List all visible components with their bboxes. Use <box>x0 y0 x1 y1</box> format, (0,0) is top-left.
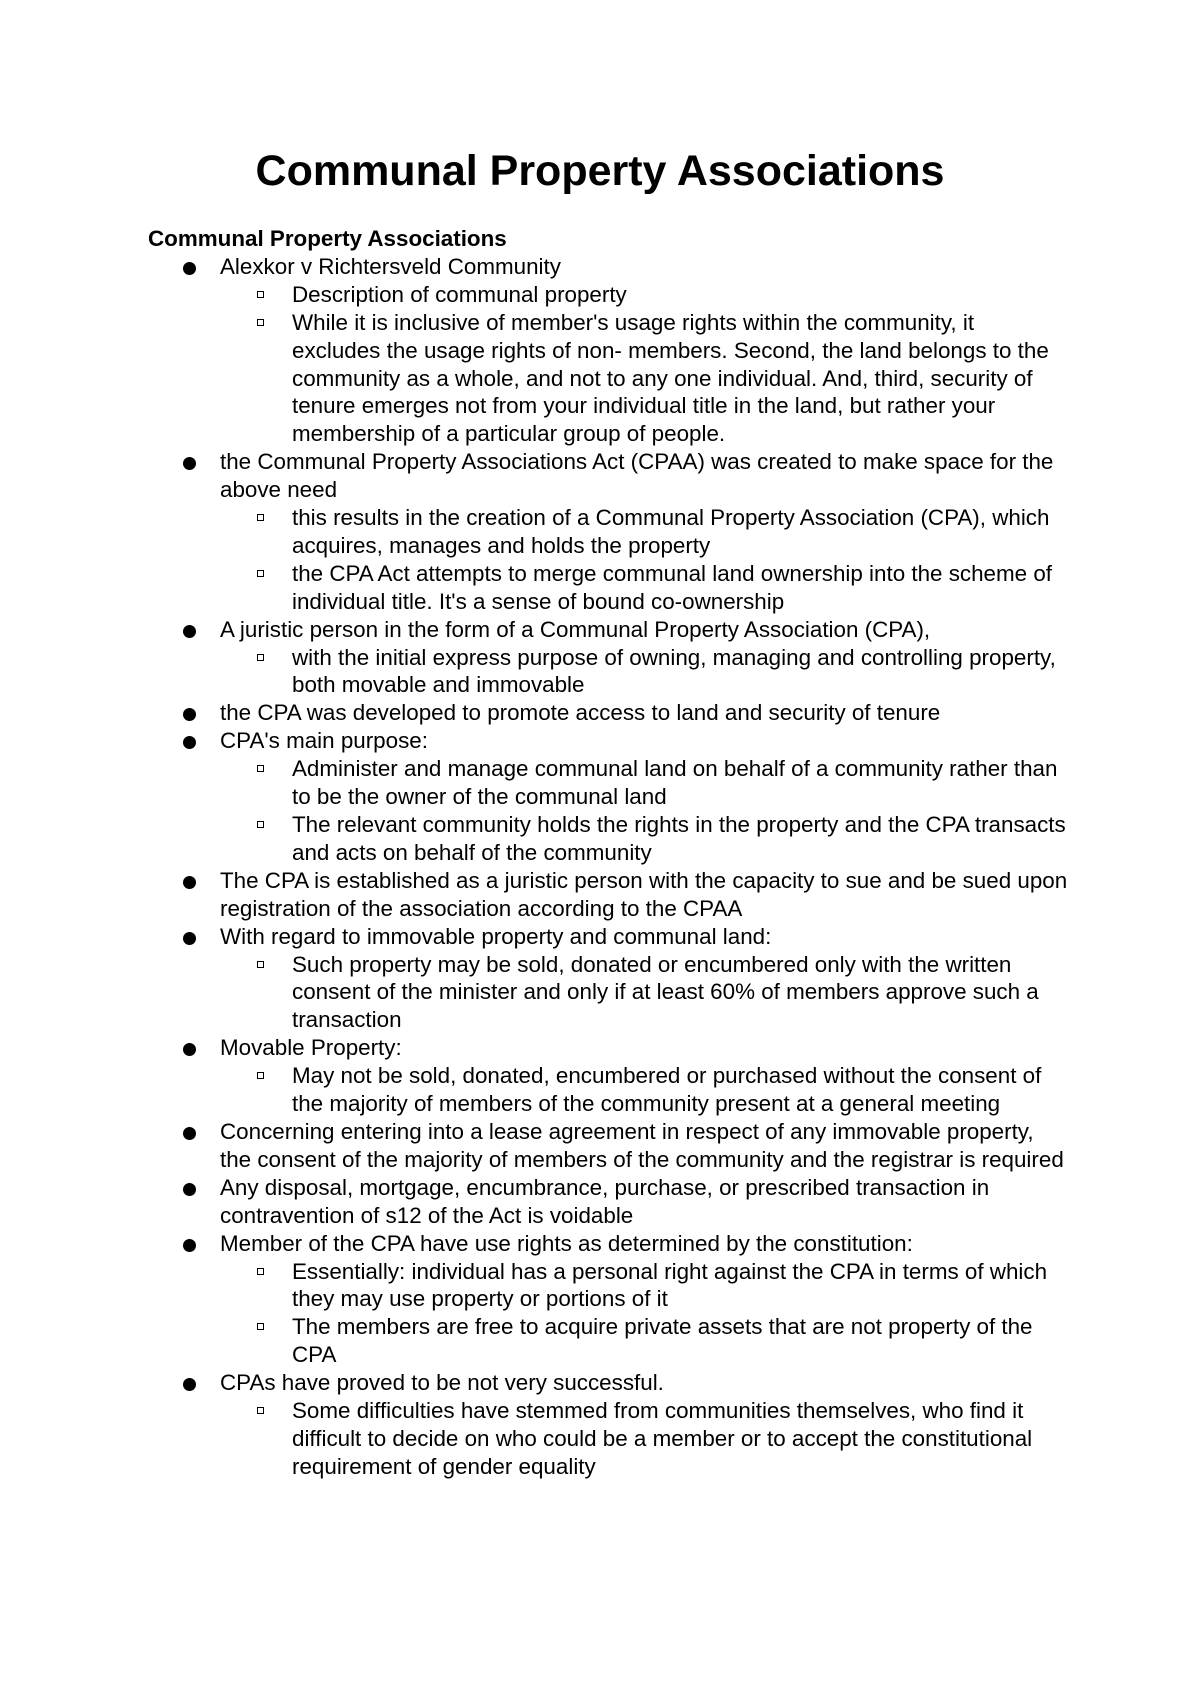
filled-circle-bullet-icon <box>183 932 196 945</box>
list-item <box>148 1118 1068 1174</box>
filled-circle-bullet-icon <box>183 1043 196 1056</box>
list-item-text: CPA's main purpose: <box>220 728 428 754</box>
sub-list-item <box>220 309 1068 449</box>
filled-circle-bullet-icon <box>183 625 196 638</box>
list-item-text: The CPA is established as a juristic person with the capacity to sue and be sued upon registration of the association according to the CPAA <box>220 867 1068 921</box>
sub-list-item <box>220 281 1068 309</box>
sub-list-item <box>220 1397 1068 1481</box>
list-item-text: Any disposal, mortgage, encumbrance, purchase, or prescribed transaction in contravention of s12 of the Act is voidable <box>220 1174 990 1228</box>
sub-list-item <box>220 560 1068 616</box>
list-item <box>148 253 1068 448</box>
sub-list-item-text: Administer and manage communal land on behalf of a community rather than to be the owner of the communal land <box>292 756 1058 810</box>
list-item-text: Alexkor v Richtersveld Community <box>220 253 561 279</box>
list-item-text: A juristic person in the form of a Communal Property Association (CPA), <box>220 616 931 642</box>
hollow-square-bullet-icon <box>257 1268 264 1275</box>
sub-list-item-text: The relevant community holds the rights in the property and the CPA transacts and acts on behalf of the community <box>292 812 1066 865</box>
list-item <box>148 867 1068 923</box>
sub-list-item-text: The members are free to acquire private assets that are not property of the CPA <box>292 1314 1033 1368</box>
sub-bullet-list <box>220 504 1068 616</box>
sub-list-item-text: Essentially: individual has a personal right against the CPA in terms of which they may use property or portions of it <box>292 1258 1048 1312</box>
list-item <box>148 448 1068 615</box>
hollow-square-bullet-icon <box>257 1072 264 1079</box>
document-title: Communal Property Associations <box>255 147 945 195</box>
sub-bullet-list <box>220 1062 1068 1118</box>
sub-list-item-text: May not be sold, donated, encumbered or purchased without the consent of the majority of members of the community present at a general meeting <box>292 1063 1042 1117</box>
sub-bullet-list <box>220 755 1068 867</box>
list-item <box>148 1034 1068 1118</box>
filled-circle-bullet-icon <box>183 1127 196 1140</box>
hollow-square-bullet-icon <box>257 961 264 968</box>
sub-list-item-text: Some difficulties have stemmed from communities themselves, who find it difficult to decide on who could be a member or to accept the constitutional requirement of gender equality <box>292 1398 1033 1479</box>
filled-circle-bullet-icon <box>183 1183 196 1196</box>
list-item-text: Movable Property: <box>220 1035 402 1061</box>
list-item <box>148 923 1068 1035</box>
sub-list-item <box>220 1062 1068 1118</box>
sub-bullet-list <box>220 281 1068 448</box>
filled-circle-bullet-icon <box>183 1378 196 1391</box>
sub-list-item <box>220 811 1068 867</box>
list-item-text: the CPA was developed to promote access to land and security of tenure <box>220 700 941 726</box>
list-item <box>148 727 1068 867</box>
sub-bullet-list <box>220 1258 1068 1370</box>
list-item <box>148 1230 1068 1370</box>
list-item-text: With regard to immovable property and communal land: <box>220 923 772 949</box>
hollow-square-bullet-icon <box>257 1323 264 1330</box>
sub-bullet-list <box>220 951 1068 1035</box>
sub-list-item <box>220 1313 1068 1369</box>
hollow-square-bullet-icon <box>257 514 264 521</box>
filled-circle-bullet-icon <box>183 262 196 275</box>
sub-list-item-text: Such property may be sold, donated or encumbered only with the written consent of the minister and only if at least 60% of members approve such a transaction <box>292 951 1039 1033</box>
filled-circle-bullet-icon <box>183 457 196 470</box>
sub-list-item-text: this results in the creation of a Communal Property Association (CPA), which acquires, manages and holds the property <box>292 505 1050 558</box>
list-item-text: Member of the CPA have use rights as determined by the constitution: <box>220 1230 913 1256</box>
bullet-list <box>148 253 1068 1481</box>
filled-circle-bullet-icon <box>183 1239 196 1252</box>
document-body <box>148 225 1068 1481</box>
section-heading: Communal Property Associations <box>148 226 507 251</box>
hollow-square-bullet-icon <box>257 291 264 298</box>
filled-circle-bullet-icon <box>183 708 196 721</box>
sub-list-item <box>220 1258 1068 1314</box>
sub-bullet-list <box>220 644 1068 700</box>
sub-list-item <box>220 755 1068 811</box>
sub-list-item-text: the CPA Act attempts to merge communal land ownership into the scheme of individual title. It's a sense of bound co-ownership <box>292 560 1053 614</box>
hollow-square-bullet-icon <box>257 319 264 326</box>
hollow-square-bullet-icon <box>257 821 264 828</box>
sub-list-item <box>220 644 1068 700</box>
sub-bullet-list <box>220 1397 1068 1481</box>
hollow-square-bullet-icon <box>257 654 264 661</box>
list-item <box>148 699 1068 727</box>
list-item <box>148 616 1068 700</box>
sub-list-item-text: While it is inclusive of member's usage rights within the community, it excludes the usage rights of non- members. Second, the land belongs to the community as a whole, and not to any one individual. And, third, security of tenure emerges not from your individual title in the land, but rather your membership of a particular group of people. <box>292 309 1049 447</box>
sub-list-item <box>220 504 1068 560</box>
list-item-text: Concerning entering into a lease agreement in respect of any immovable property, the consent of the majority of members of the community and the registrar is required <box>220 1118 1064 1172</box>
hollow-square-bullet-icon <box>257 765 264 772</box>
list-item-text: the Communal Property Associations Act (CPAA) was created to make space for the above need <box>220 449 1054 503</box>
sub-list-item <box>220 951 1068 1035</box>
filled-circle-bullet-icon <box>183 876 196 889</box>
hollow-square-bullet-icon <box>257 570 264 577</box>
list-item <box>148 1369 1068 1481</box>
sub-list-item-text: with the initial express purpose of owning, managing and controlling property, both movable and immovable <box>292 644 1056 698</box>
filled-circle-bullet-icon <box>183 736 196 749</box>
sub-list-item-text: Description of communal property <box>292 281 627 307</box>
list-item-text: CPAs have proved to be not very successful. <box>220 1370 664 1396</box>
list-item <box>148 1174 1068 1230</box>
hollow-square-bullet-icon <box>257 1407 264 1414</box>
